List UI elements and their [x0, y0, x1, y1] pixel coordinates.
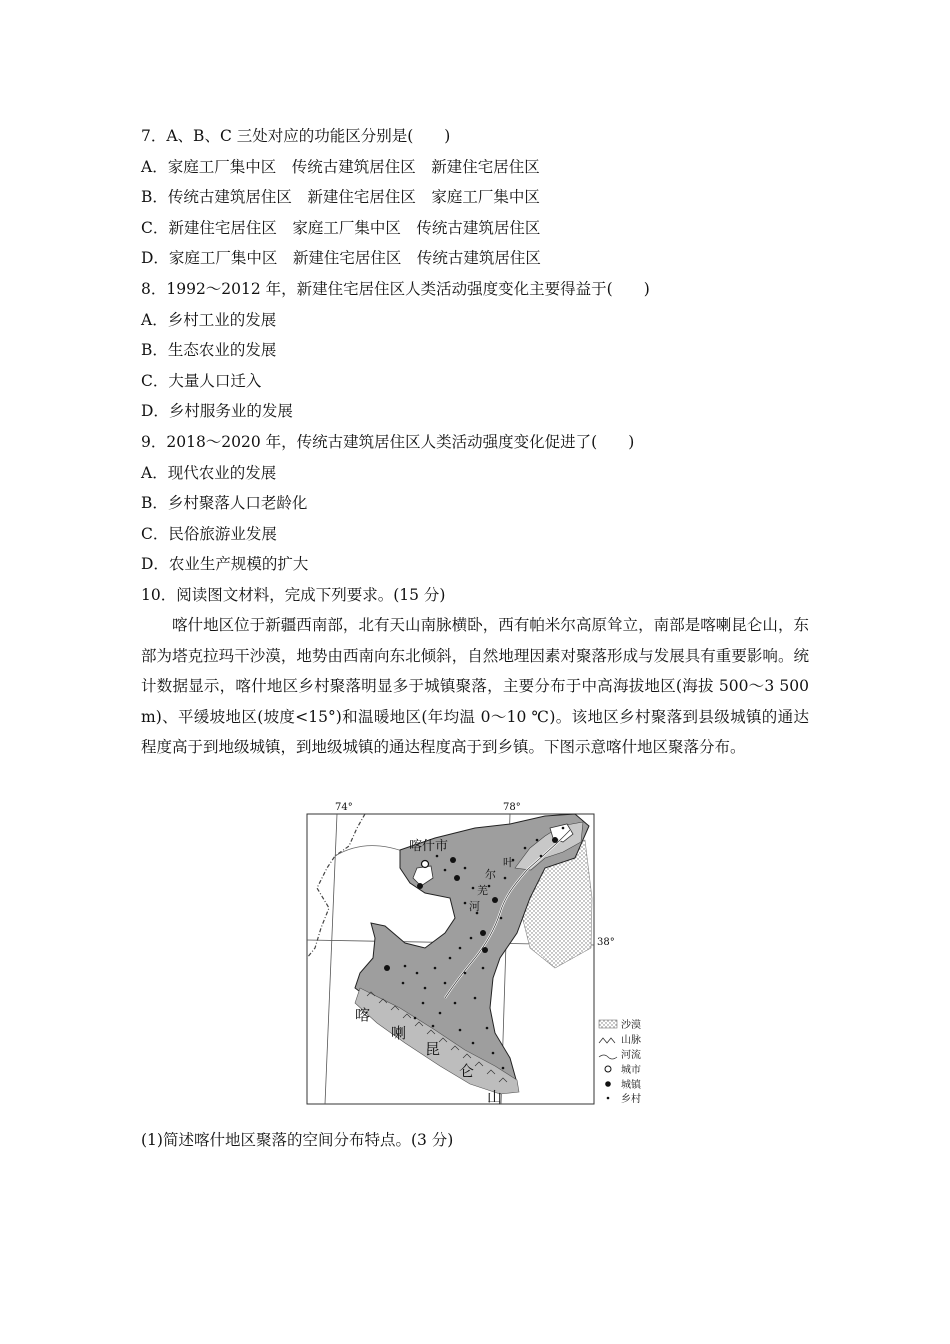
legend-mountain: 山脉: [621, 1035, 641, 1046]
mountain-char-3: 昆: [425, 1040, 441, 1058]
kashgar-settlement-map: [305, 798, 655, 1108]
lat-label-38: 38°: [597, 937, 615, 948]
q9-option-a: A．现代农业的发展: [141, 464, 277, 482]
legend-village: 乡村: [621, 1094, 641, 1105]
river-char-3: 羌: [477, 884, 488, 897]
river-char-4: 河: [469, 900, 480, 913]
q9-option-b: B．乡村聚落人口老龄化: [141, 494, 308, 512]
q10-passage: 喀什地区位于新疆西南部，北有天山南脉横卧，西有帕米尔高原耸立，南部是喀喇昆仑山，东部为塔克拉玛干沙漠，地势由西南向东北倾斜，自然地理因素对聚落形成与发展具有重要影响。统计数据显示，喀什地区乡村聚落明显多于城镇聚落，主要分布于中高海拔地区(海拔 500～3 500 m)、平缓坡地区(坡度<15°)和温暖地区(年均温 0～10 ℃)。该地区乡村聚落到县级城镇的通达程度高于到地级城镇，到地级城镇的通达程度高于到乡镇。下图示意喀什地区聚落分布。: [141, 616, 809, 756]
q9-stem: 9．2018～2020 年，传统古建筑居住区人类活动强度变化促进了( ): [141, 433, 635, 451]
mountain-char-2: 喇: [391, 1024, 407, 1042]
q10-sub1: (1)简述喀什地区聚落的空间分布特点。(3 分): [141, 1131, 454, 1149]
legend-river: 河流: [621, 1050, 641, 1061]
mountain-char-1: 喀: [355, 1006, 371, 1024]
legend-river-swatch: [599, 1055, 617, 1059]
q10-stem: 10．阅读图文材料，完成下列要求。(15 分): [141, 586, 446, 604]
q7-option-a: A．家庭工厂集中区 传统古建筑居住区 新建住宅居住区: [141, 158, 540, 176]
legend-city-swatch: [605, 1066, 611, 1072]
q8-option-d: D．乡村服务业的发展: [141, 402, 293, 420]
city-label: 喀什市: [409, 839, 449, 854]
q8-option-a: A．乡村工业的发展: [141, 311, 277, 329]
q9-option-d: D．农业生产规模的扩大: [141, 555, 309, 573]
q8-stem: 8．1992～2012 年，新建住宅居住区人类活动强度变化主要得益于( ): [141, 280, 650, 298]
legend-mountain-swatch: [599, 1038, 615, 1043]
q7-stem: 7．A、B、C 三处对应的功能区分别是( ): [141, 127, 451, 145]
q9-option-c: C．民俗旅游业发展: [141, 525, 277, 543]
legend-desert: 沙漠: [621, 1020, 641, 1031]
q7-option-c: C．新建住宅居住区 家庭工厂集中区 传统古建筑居住区: [141, 219, 541, 237]
lon-label-74: 74°: [335, 802, 353, 813]
legend-town-swatch: [605, 1081, 611, 1087]
legend-town: 城镇: [621, 1080, 641, 1091]
map-legend: [599, 1018, 642, 1105]
legend-desert-swatch: [599, 1020, 617, 1028]
q8-option-c: C．大量人口迁入: [141, 372, 262, 390]
q7-option-b: B．传统古建筑居住区 新建住宅居住区 家庭工厂集中区: [141, 188, 540, 206]
legend-city: 城市: [621, 1065, 641, 1076]
q7-option-d: D．家庭工厂集中区 新建住宅居住区 传统古建筑居住区: [141, 249, 541, 267]
kashgar-city-marker: [422, 861, 429, 868]
river-char-2: 尔: [485, 868, 496, 881]
q8-option-b: B．生态农业的发展: [141, 341, 277, 359]
mountain-char-4: 仑: [459, 1062, 475, 1080]
lon-label-78: 78°: [503, 802, 521, 813]
legend-village-swatch: [607, 1097, 610, 1100]
river-char-1: 叶: [503, 856, 514, 869]
mountain-char-5: 山: [487, 1088, 503, 1106]
